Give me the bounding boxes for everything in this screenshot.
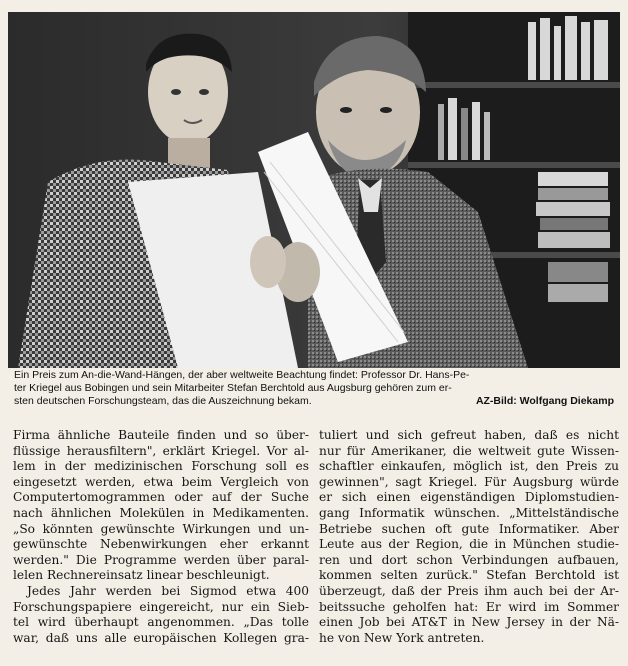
- text-line: werden." Die Programme werden über paral-: [13, 552, 309, 567]
- text-line: lem in der medizinischen Forschung soll es: [13, 459, 309, 474]
- text-line: Jedes Jahr werden bei Sigmod etwa 400: [27, 583, 309, 598]
- caption-line: ter Kriegel aus Bobingen und sein Mitarbeiter Stefan Berchtold aus Augsburg gehören zum er-: [14, 382, 452, 395]
- text-line: schaftler einkaufen, möglich ist, den Preis zu: [319, 459, 619, 474]
- photo-two-men-reading-document-icon: [8, 12, 620, 368]
- text-line: beitssuche geholfen hat: Er wird im Sommer: [319, 599, 619, 614]
- text-line: Leute aus der Region, die in München studie-: [319, 537, 619, 552]
- text-line: gewünschte Nebenwirkungen eher erkannt: [13, 537, 309, 552]
- caption-line: sten deutschen Forschungsteam, das die Auszeichnung bekam.: [14, 395, 312, 408]
- text-line: er sich einen eigenständigen Diplomstudien-: [319, 490, 619, 505]
- text-line: flüssige herausfiltern", erklärt Kriegel. Vor al-: [13, 443, 309, 458]
- article-photo: [8, 12, 620, 368]
- photo-credit: AZ-Bild: Wolfgang Diekamp: [475, 395, 614, 408]
- article-column-1: [13, 428, 309, 646]
- text-line: ren und dort schon Verbindungen aufbauen,: [319, 552, 619, 567]
- text-line: Betriebe suchen oft gute Informatiker. Aber: [319, 521, 619, 536]
- text-line: nur für Amerikaner, die weltweit gute Wissen-: [319, 443, 619, 458]
- text-line: he von New York antreten.: [319, 630, 485, 645]
- text-line: einen Job bei AT&T in New Jersey in der Nä-: [319, 615, 619, 630]
- text-line: Forschungspapiere eingereicht, nur ein Sieb-: [13, 599, 309, 614]
- text-line: kommen selten zurück." Stefan Berchtold ist: [319, 568, 619, 583]
- text-line: tel wird überhaupt angenommen. „Das tolle: [13, 615, 309, 630]
- text-line: lelen Rechnereinsatz linear beschleunigt.: [13, 568, 270, 583]
- text-line: Firma ähnliche Bauteile finden und so über-: [13, 428, 309, 442]
- photo-caption: [14, 369, 614, 409]
- text-line: Computertomogrammen oder auf der Suche: [13, 490, 309, 505]
- text-line: nach ähnlichen Molekülen in Medikamenten.: [13, 505, 309, 520]
- text-line: gang Informatik wünschen. „Mittelständische: [319, 505, 619, 520]
- text-line: tuliert und sich gefreut haben, daß es nicht: [319, 428, 619, 442]
- caption-line: Ein Preis zum An-die-Wand-Hängen, der aber weltweite Beachtung findet: Professor Dr. Hans-Pe-: [14, 369, 470, 381]
- article-column-2: [319, 428, 619, 646]
- text-line: „So könnten gewünschte Wirkungen und un-: [13, 521, 309, 536]
- text-line: überzeugt, daß der Preis ihm auch bei der Ar-: [319, 583, 619, 598]
- text-line: war, daß uns alle europäischen Kollegen gra-: [13, 630, 309, 645]
- text-line: gewinnen", sagt Kriegel. Für Augsburg würde: [319, 474, 619, 489]
- text-line: eingesetzt werden, etwa beim Vergleich von: [13, 474, 309, 489]
